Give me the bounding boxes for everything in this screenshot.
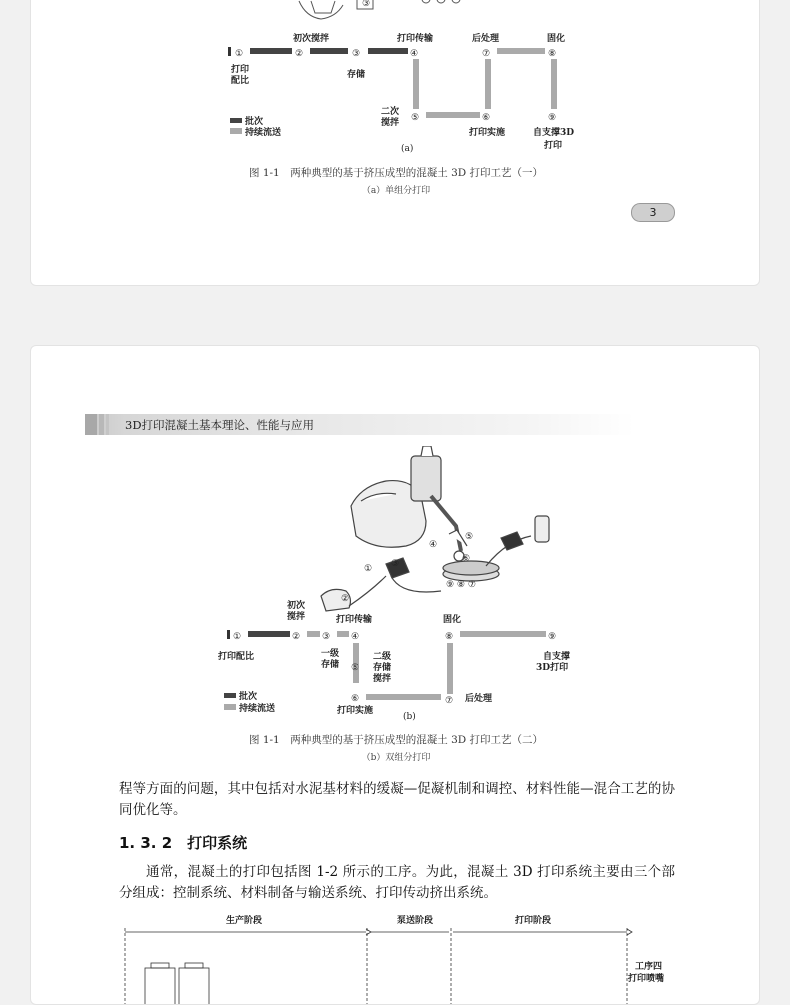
running-header-bar — [85, 414, 635, 435]
fig-b-num-4-illus: ④ — [429, 540, 438, 550]
fig-a-flow-7-6 — [486, 59, 490, 109]
fig-b-legend-batch: 批次 — [239, 692, 258, 702]
fig-a-sub-label: (a) — [401, 144, 414, 154]
fig-b-label-curing: 固化 — [443, 615, 462, 625]
fig-b-label-self-support-2: 3D打印 — [536, 663, 569, 673]
page-card-previous — [30, 0, 760, 286]
figure-b-diagram — [31, 446, 760, 726]
fig-a-num-5: ⑤ — [411, 113, 420, 123]
fig-b-label-storage1-1: 一级 — [321, 649, 340, 659]
fig-b-label-print-ratio: 打印配比 — [218, 652, 255, 662]
fig-a-label-print-ratio-1: 打印 — [231, 65, 250, 75]
fig-b-num-2-illus: ② — [341, 594, 350, 604]
fig-a-flow-7-8 — [497, 49, 545, 53]
fig-b-num-7: ⑦ — [445, 696, 454, 706]
fig-a-num-7: ⑦ — [482, 49, 491, 59]
fig-b-label-storage1-2: 存储 — [321, 660, 340, 670]
fig-a-num-3: ③ — [352, 49, 361, 59]
fig-a-label-curing: 固化 — [547, 34, 566, 44]
fig-b-legend-batch-swatch — [224, 693, 236, 698]
fig-b-sub-label: (b) — [403, 712, 416, 722]
fig-b-label-storage2-1: 二级 — [373, 652, 392, 662]
fig-a-flow-8-9 — [552, 59, 556, 109]
fig-b-flow-3-4 — [337, 632, 349, 636]
fig-a-label-print-impl: 打印实施 — [469, 128, 506, 138]
fig-b-num-987-illus: ⑨ ⑧ ⑦ — [446, 580, 476, 590]
page-number-badge: 3 — [631, 203, 675, 222]
robot-arm-illustration — [321, 446, 549, 611]
fig-a-label-second-mix-1: 二次 — [381, 107, 400, 117]
fig-a-label-print-ratio-2: 配比 — [231, 76, 250, 86]
fig-a-flow-4-5 — [414, 59, 418, 109]
fig-a-batch-2-3 — [310, 48, 348, 54]
fig-b-label-print-transport: 打印传输 — [336, 615, 373, 625]
page-card-current — [30, 345, 760, 1005]
fig-b-num-5: ⑤ — [351, 663, 360, 673]
fig-a-num-8: ⑧ — [548, 49, 557, 59]
fig-b-label-initial-mix-2: 搅拌 — [287, 612, 306, 622]
fig-a-label-print-transport: 打印传输 — [397, 34, 434, 44]
fig-b-num-6: ⑥ — [351, 694, 360, 704]
fig-a-label-self-support-2: 打印 — [544, 141, 563, 151]
fig-b-legend-continuous: 持续流送 — [239, 704, 276, 714]
fig-b-flow-6-7 — [366, 695, 441, 699]
section-title: 1. 3. 2 打印系统 — [119, 834, 248, 852]
fig-b-flow-8-9 — [460, 632, 546, 636]
fig2-step4-2: 打印喷嘴 — [628, 974, 665, 984]
fig-b-num-3-illus: ③ — [391, 559, 400, 569]
fig-a-label-storage: 存储 — [347, 70, 366, 80]
fig-a-label-second-mix-2: 搅拌 — [381, 118, 400, 128]
fig-a-num-9: ⑨ — [548, 113, 557, 123]
fig-a-legend-continuous-swatch — [230, 129, 242, 133]
fig2-step4-1: 工序四 — [635, 962, 663, 972]
body-paragraph-2: 通常，混凝土的打印包括图 1-2 所示的工序。为此，混凝土 3D 打印系统主要由三个部分组成：控制系统、材料制备与输送系统、打印传动挤出系统。 — [119, 864, 675, 901]
figure-2-diagram — [31, 911, 760, 1005]
fig-b-label-self-support-1: 自支撑 — [543, 652, 571, 662]
fig-b-num-9: ⑨ — [548, 632, 557, 642]
fig-a-flow-5-6 — [426, 113, 480, 117]
fig-b-batch-1-2 — [248, 631, 290, 637]
fig-a-num-6: ⑥ — [482, 113, 491, 123]
fig-b-flow-2-3 — [307, 632, 320, 636]
fig-a-label-self-support-1: 自支撑3D — [533, 128, 575, 138]
fig2-stage-pumping: 泵送阶段 — [397, 916, 434, 926]
fig-b-num-3: ③ — [322, 632, 331, 642]
fig-b-legend-continuous-swatch — [224, 705, 236, 709]
fig2-stage-printing: 打印阶段 — [515, 916, 552, 926]
fig-b-flow-8-7 — [448, 643, 452, 694]
fig-a-num-1: ① — [235, 49, 244, 59]
fig-b-label-storage2-3: 搅拌 — [373, 674, 392, 684]
fig-a-num-4: ④ — [410, 49, 419, 59]
fig-b-label-initial-mix-1: 初次 — [287, 601, 306, 611]
fig-a-legend-batch: 批次 — [245, 117, 264, 127]
fig-b-num-1-illus: ① — [364, 564, 373, 574]
figure-a-diagram — [31, 0, 760, 171]
figure-b-subcaption: （b）双组分打印 — [361, 753, 431, 763]
fig-b-num-1: ① — [233, 632, 242, 642]
fig-a-num-2: ② — [295, 49, 304, 59]
fig-a-legend-batch-swatch — [230, 118, 242, 123]
fig-b-num-5-illus: ⑤ — [465, 532, 474, 542]
body-paragraph-1: 程等方面的问题，其中包括对水泥基材料的缓凝—促凝机制和调控、材料性能—混合工艺的协同优化等。 — [119, 781, 675, 818]
fig-a-label-initial-mix: 初次搅拌 — [293, 34, 330, 44]
fig-b-num-8: ⑧ — [445, 632, 454, 642]
fig-a-num-3-top: ③ — [362, 0, 371, 9]
figure-a-caption: 图 1-1 两种典型的基于挤压成型的混凝土 3D 打印工艺（一） — [248, 167, 544, 179]
fig-b-num-6-illus: ⑥ — [462, 554, 471, 564]
fig-b-label-storage2-2: 存储 — [373, 663, 392, 673]
figure-b-caption: 图 1-1 两种典型的基于挤压成型的混凝土 3D 打印工艺（二） — [248, 734, 544, 746]
fig-b-label-print-impl: 打印实施 — [337, 706, 374, 716]
running-header-title: 3D打印混凝土基本理论、性能与应用 — [125, 418, 315, 432]
fig-b-num-4: ④ — [351, 632, 360, 642]
fig-a-batch-3-4 — [368, 48, 408, 54]
fig-a-legend-continuous: 持续流送 — [245, 128, 282, 138]
figure-a-subcaption: （a）单组分打印 — [361, 186, 431, 196]
fig2-stage-production: 生产阶段 — [226, 916, 263, 926]
fig-a-label-post-process: 后处理 — [472, 34, 500, 44]
fig-b-num-2: ② — [292, 632, 301, 642]
fig-b-label-post-process: 后处理 — [465, 694, 493, 704]
fig-a-batch-1-2 — [250, 48, 292, 54]
